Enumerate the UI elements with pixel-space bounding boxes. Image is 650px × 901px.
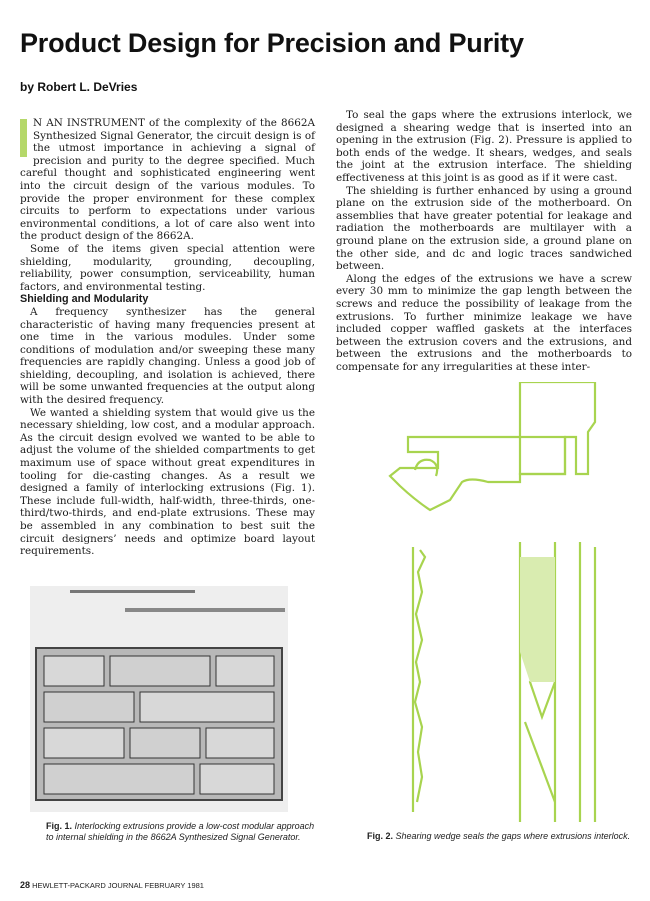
drop-cap-bar bbox=[20, 119, 27, 157]
text-column-left bbox=[20, 117, 315, 558]
paragraph: The shielding is further enhanced by using a ground plane on the extrusion side of the motherboard. On assemblies that have greater potential for leakage and radiation the motherboards are multilayer with a ground plane on the extrusion side, a ground plane on the other side, and dc and logic traces sandwiched between. bbox=[336, 184, 632, 273]
paragraph: A frequency synthesizer has the general characteristic of having many frequencies present at one time in the various modules. Under some conditions of modulation and/or sweeping these many frequencies are rapidly changing. Unless a good job of shielding, decoupling, and isolation is achieved, there will be some unwanted frequencies at the output along with the desired frequency. bbox=[20, 305, 315, 407]
byline: by Robert L. DeVries bbox=[20, 80, 138, 94]
journal-name: HEWLETT-PACKARD JOURNAL FEBRUARY 1981 bbox=[32, 881, 204, 890]
extrusion-profile bbox=[390, 382, 595, 510]
article-title: Product Design for Precision and Purity bbox=[20, 28, 524, 58]
fig2-caption: Fig. 2. Shearing wedge seals the gaps where extrusions interlock. bbox=[367, 831, 631, 841]
page-footer bbox=[20, 880, 204, 890]
paragraph: To seal the gaps where the extrusions interlock, we designed a shearing wedge that is inserted into an opening in the extrusion (Fig. 2). Pressure is applied to both ends of the wedge. It shears, wedges, and seals the joint at the extrusion interface. The shielding effectiveness at this joint is as good as if it were cast. bbox=[336, 109, 632, 184]
shearing-wedge-detail bbox=[413, 542, 595, 822]
fig1-photo bbox=[30, 586, 288, 812]
text-column-right bbox=[336, 109, 632, 373]
section-heading: Shielding and Modularity bbox=[20, 293, 149, 306]
intro-paragraph: N AN INSTRUMENT of the complexity of the 8662A Synthesized Signal Generator, the circuit design is of the utmost importance in achieving a signal of precision and purity to the degree specified. Much careful thought and sophisticated engineering went into the circuit design of the various modules. To provide the proper environment for these complex circuits to perform to expectations under various environmental conditions, a lot of care also went into the product design of the 8662A. bbox=[20, 117, 315, 243]
fig1-caption: Fig. 1. Interlocking extrusions provide a low-cost modular approach to internal shielding in the 8662A Synthesized Signal Generator. bbox=[46, 821, 315, 842]
fig2-drawing bbox=[370, 382, 640, 827]
paragraph: Along the edges of the extrusions we have a screw every 30 mm to minimize the gap length between the screws and reduce the possibility of leakage from the extrusions. To further minimize leakage we have included copper waffled gaskets at the interfaces between the extrusion covers and the extrusions, and between the extrusions and the motherboards to compensate for any irregularities at these inter- bbox=[336, 272, 632, 373]
paragraph: Some of the items given special attention were shielding, modularity, grounding, decoupling, reliability, power consumption, serviceability, human factors, and environmental testing. bbox=[20, 242, 315, 293]
paragraph: We wanted a shielding system that would give us the necessary shielding, low cost, and a modular approach. As the circuit design evolved we wanted to be able to adjust the volume of the shielded compartments to get maximum use of space without great expenditures in tooling for die-casting changes. As a result we designed a family of interlocking extrusions (Fig. 1). These include full-width, half-width, three-thirds, one-third/two-thirds, and end-plate extrusions. These may be assembled in any combination to best suit the circuit designers’ needs and optimize board layout requirements. bbox=[20, 406, 315, 558]
extrusion-assembly-image bbox=[30, 586, 288, 812]
page-number: 28 bbox=[20, 880, 31, 890]
